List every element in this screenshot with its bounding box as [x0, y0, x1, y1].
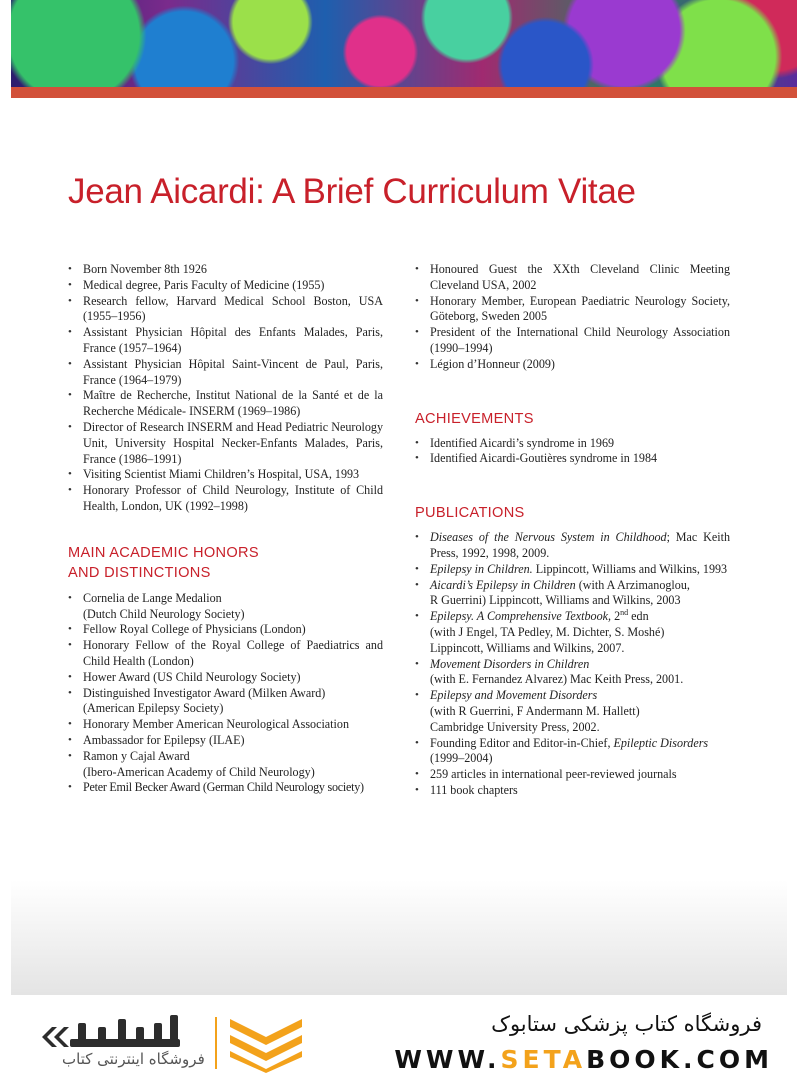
achievements-heading: ACHIEVEMENTS — [415, 410, 534, 427]
honors-list — [68, 591, 383, 796]
publication-item: • Diseases of the Nervous System in Childhood; Mac Keith Press, 1992, 1998, 2009. — [415, 530, 730, 562]
page-title: Jean Aicardi: A Brief Curriculum Vitae — [68, 172, 636, 211]
cv-item: • Maître de Recherche, Institut National de la Santé et de la Recherche Médicale- INSERM (1969–1986) — [68, 388, 383, 420]
publication-item: • Aicardi’s Epilepsy in Children (with A Arzimanoglou, R Guerrini) Lippincott, Williams and Wilkins, 2003 — [415, 578, 730, 610]
header-banner-image — [11, 0, 797, 87]
honors-heading — [68, 543, 383, 583]
honors-heading-line1: MAIN ACADEMIC HONORS — [68, 544, 259, 561]
publication-item: • 111 book chapters — [415, 783, 730, 799]
honor-item: • Peter Emil Becker Award (German Child Neurology society) — [68, 780, 383, 796]
publications-heading: PUBLICATIONS — [415, 505, 525, 522]
honor-item: • Cornelia de Lange Medalion (Dutch Child Neurology Society) — [68, 591, 383, 623]
honor-item: • Honorary Member, European Paediatric Neurology Society, Göteborg, Sweden 2005 — [415, 294, 730, 326]
honor-item: • Honorary Member American Neurological Association — [68, 717, 383, 733]
footer-gradient — [11, 880, 787, 995]
honor-item: • Ramon y Cajal Award (Ibero-American Academy of Child Neurology) — [68, 749, 383, 781]
cv-item: • Born November 8th 1926 — [68, 262, 383, 278]
honors-continued-list — [415, 262, 730, 373]
publication-item: • Epilepsy and Movement Disorders (with R Guerrini, F Andermann M. Hallett) Cambridge University Press, 2002. — [415, 688, 730, 735]
store-url[interactable]: WWW.SETABOOK.COM — [394, 1045, 773, 1074]
publication-item: • Founding Editor and Editor-in-Chief, Epileptic Disorders (1999–2004) — [415, 736, 730, 768]
publication-item: • Movement Disorders in Children (with E. Fernandez Alvarez) Mac Keith Press, 2001. — [415, 657, 730, 689]
right-column — [415, 262, 730, 799]
left-column — [68, 262, 383, 796]
honor-item: • Distinguished Investigator Award (Milken Award) (American Epilepsy Society) — [68, 686, 383, 718]
store-name: فروشگاه کتاب پزشکی ستابوک — [491, 1012, 762, 1036]
cv-list — [68, 262, 383, 515]
achievements-list — [415, 436, 730, 468]
publication-item: • Epilepsy. A Comprehensive Textbook, 2nd edn (with J Engel, TA Pedley, M. Dichter, S. Moshé) Lippincott, Williams and Wilkins, 2007. — [415, 609, 730, 656]
cv-item: • Assistant Physician Hôpital des Enfants Malades, Paris, France (1957–1964) — [68, 325, 383, 357]
honor-item: • Légion d’Honneur (2009) — [415, 357, 730, 373]
logo-tagline: فروشگاه اینترنتی کتاب — [62, 1050, 205, 1068]
cv-item: • Research fellow, Harvard Medical School Boston, USA (1955–1956) — [68, 294, 383, 326]
honor-item: • President of the International Child Neurology Association (1990–1994) — [415, 325, 730, 357]
honor-item: • Honoured Guest the XXth Cleveland Clinic Meeting Cleveland USA, 2002 — [415, 262, 730, 294]
cv-item: • Director of Research INSERM and Head Pediatric Neurology Unit, University Hospital Necker-Enfants Malades, Paris, France (1986–1991) — [68, 420, 383, 467]
honor-item: • Honorary Fellow of the Royal College of Paediatrics and Child Health (London) — [68, 638, 383, 670]
achievement-item: • Identified Aicardi-Goutières syndrome in 1984 — [415, 451, 730, 467]
header-red-bar — [11, 87, 797, 98]
publication-item: • Epilepsy in Children. Lippincott, Williams and Wilkins, 1993 — [415, 562, 730, 578]
honors-heading-line2: AND DISTINCTIONS — [68, 564, 211, 581]
honor-item: • Hower Award (US Child Neurology Society) — [68, 670, 383, 686]
publications-list — [415, 530, 730, 799]
honor-item: • Fellow Royal College of Physicians (London) — [68, 622, 383, 638]
publication-item: • 259 articles in international peer-reviewed journals — [415, 767, 730, 783]
cv-item: • Assistant Physician Hôpital Saint-Vincent de Paul, Paris, France (1964–1979) — [68, 357, 383, 389]
honor-item: • Ambassador for Epilepsy (ILAE) — [68, 733, 383, 749]
achievement-item: • Identified Aicardi’s syndrome in 1969 — [415, 436, 730, 452]
cv-item: • Honorary Professor of Child Neurology, Institute of Child Health, London, UK (1992–1998) — [68, 483, 383, 515]
cv-item: • Visiting Scientist Miami Children’s Hospital, USA, 1993 — [68, 467, 383, 483]
cv-item: • Medical degree, Paris Faculty of Medicine (1955) — [68, 278, 383, 294]
